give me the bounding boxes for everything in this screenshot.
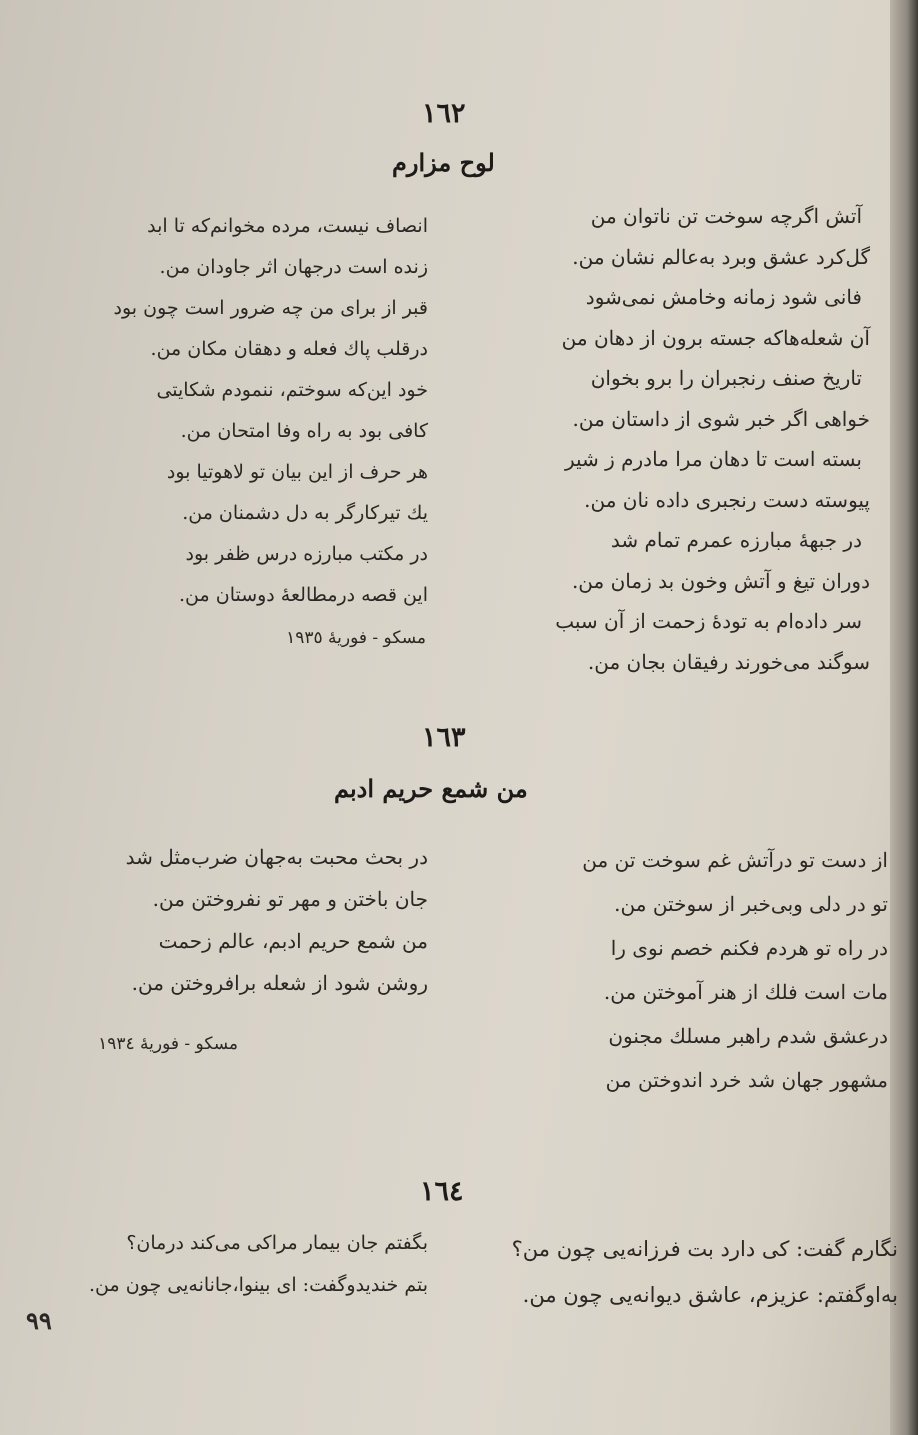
poem-title: لوح مزارم: [392, 148, 495, 177]
poem-date: مسکو - فوریۀ ١٩٣٥: [286, 628, 426, 648]
verse-line: در بحث محبت به‌جهان ضرب‌مثل شد: [125, 845, 428, 869]
verse-line: این قصه درمطالعۀ دوستان من.: [179, 584, 428, 606]
poem-right-column: [582, 838, 888, 1102]
poem-number: ١٦٢: [422, 98, 466, 129]
verse-line: از دست تو درآتش غم سوخت تن من: [582, 848, 888, 872]
verse-line: مشهور جهان شد خرد اندوختن من: [605, 1068, 888, 1092]
poem-title: من شمع حریم ادبم: [334, 774, 528, 803]
verse-line: من شمع حریم ادبم، عالم زحمت: [158, 929, 428, 953]
poem-number: ١٦٣: [422, 722, 466, 753]
verse-line: به‌اوگفتم: عزیزم، عاشق دیوانه‌یی چون من.: [522, 1283, 898, 1307]
verse-line: تاریخ صنف رنجبران را برو بخوان: [590, 366, 862, 390]
verse-line: بتم خندیدوگفت: ای بینوا،جانانه‌یی چون من.: [88, 1274, 428, 1296]
verse-line: آتش اگرچه سوخت تن ناتوان من: [590, 204, 862, 228]
page-number: ٩٩: [26, 1306, 52, 1335]
verse-line: تو در دلی وبی‌خبر از سوختن من.: [614, 892, 888, 916]
verse-line: درعشق شدم راهبر مسلك مجنون: [608, 1024, 888, 1048]
verse-line: مات است فلك از هنر آموختن من.: [603, 980, 888, 1004]
poem-right-column: [512, 1226, 898, 1318]
verse-line: قبر از برای من چه ضرور است چون بود: [113, 297, 428, 319]
verse-line: خواهی اگر خبر شوی از داستان من.: [572, 406, 870, 431]
verse-line: فانی شود زمانه وخامش نمی‌شود: [585, 285, 862, 309]
poem-left-column: [126, 836, 428, 1004]
verse-line: جان باختن و مهر تو نفروختن من.: [152, 887, 428, 911]
verse-line: پیوسته دست رنجبری داده نان من.: [584, 487, 870, 512]
verse-line: دوران تیغ و آتش وخون بد زمان من.: [571, 568, 870, 593]
verse-line: سر داده‌ام به تودۀ زحمت از آن سبب: [555, 609, 862, 633]
verse-line: در راه تو هردم فکنم خصم نوی را: [610, 936, 888, 960]
verse-line: روشن شود از شعله برافروختن من.: [131, 971, 428, 995]
verse-line: آن شعله‌هاکه جسته برون از دهان من: [561, 325, 870, 350]
verse-line: هر حرف از این بیان تو لاهوتیا بود: [166, 461, 428, 483]
verse-line: گل‌کرد عشق وبرد به‌عالم نشان من.: [572, 244, 870, 269]
verse-line: سوگند می‌خورند رفیقان بجان من.: [587, 649, 870, 674]
poem-left-column: [114, 206, 428, 616]
verse-line: بسته است تا دهان مرا مادرم ز شیر: [564, 447, 862, 471]
verse-line: انصاف نیست، مرده مخوانم‌که تا ابد: [147, 215, 428, 237]
verse-line: خود این‌که سوختم، ننمودم شکایتی: [156, 379, 428, 401]
verse-line: یك تیرکارگر به دل دشمنان من.: [182, 502, 428, 524]
verse-line: در جبهۀ مبارزه عمرم تمام شد: [610, 528, 862, 552]
poem-number: ١٦٤: [420, 1176, 464, 1207]
verse-line: کافی بود به راه وفا امتحان من.: [180, 420, 428, 442]
verse-line: زنده است درجهان اثر جاودان من.: [159, 256, 428, 278]
poem-date: مسکو - فوریۀ ١٩٣٤: [98, 1034, 238, 1054]
poem-right-column: [555, 196, 870, 682]
poem-left-column: [89, 1222, 428, 1306]
verse-line: در مکتب مبارزه درس ظفر بود: [185, 543, 428, 565]
page-edge-shadow: [890, 0, 918, 1435]
verse-line: نگارم گفت: کی دارد بت فرزانه‌یی چون من؟: [511, 1237, 898, 1261]
verse-line: بگفتم جان بیمار مراکی می‌کند درمان؟: [126, 1232, 428, 1254]
verse-line: درقلب پاك فعله و دهقان مکان من.: [150, 338, 428, 360]
